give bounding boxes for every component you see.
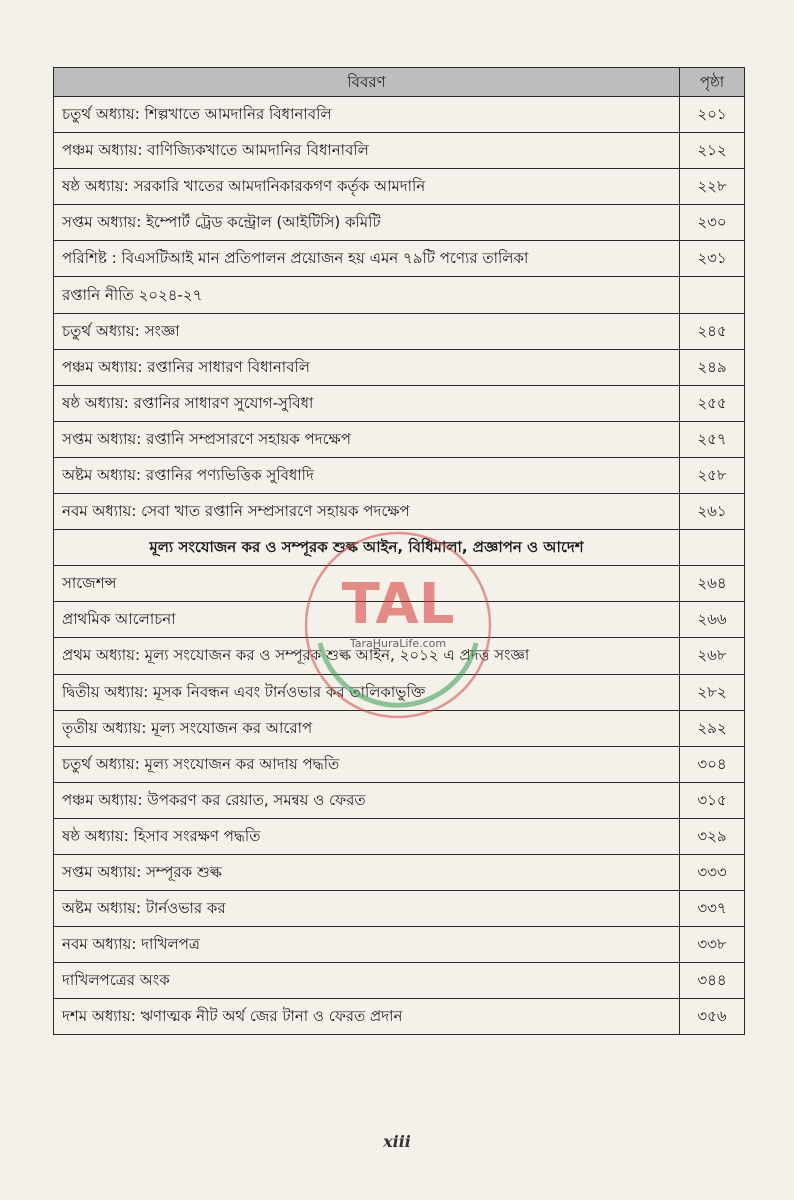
table-row bbox=[54, 313, 745, 349]
watermark-logo-text: TAL bbox=[341, 572, 455, 637]
entry-page: ২৫৫ bbox=[680, 385, 745, 421]
table-row bbox=[54, 457, 745, 493]
entry-title: ষষ্ঠ অধ্যায়: হিসাব সংরক্ষণ পদ্ধতি bbox=[54, 818, 680, 854]
entry-page: ২৪৫ bbox=[680, 313, 745, 349]
table-row bbox=[54, 963, 745, 999]
entry-page: ৩০৪ bbox=[680, 746, 745, 782]
table-row bbox=[54, 385, 745, 421]
table-row bbox=[54, 566, 745, 602]
entry-page: ২৬৬ bbox=[680, 602, 745, 638]
entry-title: প্রাথমিক আলোচনা bbox=[54, 602, 680, 638]
entry-page: ৩৩৭ bbox=[680, 891, 745, 927]
table-row bbox=[54, 421, 745, 457]
entry-page: ২৯২ bbox=[680, 710, 745, 746]
entry-title: সপ্তম অধ্যায়: সম্পূরক শুল্ক bbox=[54, 854, 680, 890]
table-row bbox=[54, 674, 745, 710]
table-row bbox=[54, 602, 745, 638]
entry-title: দশম অধ্যায়: ঋণাত্মক নীট অর্থ জের টানা ও ফেরত প্রদান bbox=[54, 999, 680, 1035]
table-row bbox=[54, 205, 745, 241]
entry-title: প্রথম অধ্যায়: মূল্য সংযোজন কর ও সম্পূরক শুল্ক আইন, ২০১২ এ প্রদত্ত সংজ্ঞা bbox=[54, 638, 680, 674]
entry-page bbox=[680, 277, 745, 313]
page-number: xiii bbox=[383, 1132, 411, 1151]
entry-title: চতুর্থ অধ্যায়: মূল্য সংযোজন কর আদায় পদ্ধতি bbox=[54, 746, 680, 782]
entry-title: নবম অধ্যায়: সেবা খাত রপ্তানি সম্প্রসারণে সহায়ক পদক্ষেপ bbox=[54, 494, 680, 530]
entry-page: ২২৮ bbox=[680, 169, 745, 205]
entry-page: ২৪৯ bbox=[680, 349, 745, 385]
entry-title: রপ্তানি নীতি ২০২৪-২৭ bbox=[54, 277, 680, 313]
entry-title: চতুর্থ অধ্যায়: সংজ্ঞা bbox=[54, 313, 680, 349]
table-row bbox=[54, 927, 745, 963]
entry-title: পঞ্চম অধ্যায়: উপকরণ কর রেয়াত, সমন্বয় ও ফেরত bbox=[54, 782, 680, 818]
description-column-header: বিবরণ bbox=[54, 68, 680, 97]
entry-title: তৃতীয় অধ্যায়: মূল্য সংযোজন কর আরোপ bbox=[54, 710, 680, 746]
entry-title: সপ্তম অধ্যায়: ইম্পোর্ট ট্রেড কন্ট্রোল (আইটিসি) কমিটি bbox=[54, 205, 680, 241]
entry-title: ষষ্ঠ অধ্যায়: রপ্তানির সাধারণ সুযোগ-সুবিধা bbox=[54, 385, 680, 421]
table-row bbox=[54, 818, 745, 854]
page-column-header: পৃষ্ঠা bbox=[680, 68, 745, 97]
table-row bbox=[54, 782, 745, 818]
table-row bbox=[54, 169, 745, 205]
entry-page: ২৩১ bbox=[680, 241, 745, 277]
table-row bbox=[54, 349, 745, 385]
entry-page: ২৩০ bbox=[680, 205, 745, 241]
entry-title: মূল্য সংযোজন কর ও সম্পূরক শুল্ক আইন, বিধিমালা, প্রজ্ঞাপন ও আদেশ bbox=[54, 530, 680, 566]
entry-page: ২৬৪ bbox=[680, 566, 745, 602]
entry-page: ২৬১ bbox=[680, 494, 745, 530]
entry-page: ৩৩৩ bbox=[680, 854, 745, 890]
entry-title: পঞ্চম অধ্যায়: বাণিজ্যিকখাতে আমদানির বিধানাবলি bbox=[54, 133, 680, 169]
entry-page: ৩৪৪ bbox=[680, 963, 745, 999]
table-row bbox=[54, 999, 745, 1035]
table-row bbox=[54, 854, 745, 890]
table-header-row bbox=[54, 68, 745, 97]
entry-page: ৩৩৮ bbox=[680, 927, 745, 963]
entry-page: ২৬৮ bbox=[680, 638, 745, 674]
entry-title: নবম অধ্যায়: দাখিলপত্র bbox=[54, 927, 680, 963]
table-row bbox=[54, 494, 745, 530]
table-row bbox=[54, 891, 745, 927]
table-row bbox=[54, 710, 745, 746]
entry-title: অষ্টম অধ্যায়: টার্নওভার কর bbox=[54, 891, 680, 927]
table-row bbox=[54, 133, 745, 169]
entry-title: দাখিলপত্রের অংক bbox=[54, 963, 680, 999]
entry-page: ২৫৮ bbox=[680, 457, 745, 493]
entry-page bbox=[680, 530, 745, 566]
entry-page: ৩৫৬ bbox=[680, 999, 745, 1035]
entry-title: দ্বিতীয় অধ্যায়: মূসক নিবন্ধন এবং টার্নওভার কর তালিকাভুক্তি bbox=[54, 674, 680, 710]
contents-table bbox=[53, 67, 745, 1035]
entry-page: ৩২৯ bbox=[680, 818, 745, 854]
entry-title: অষ্টম অধ্যায়: রপ্তানির পণ্যভিত্তিক সুবিধাদি bbox=[54, 457, 680, 493]
entry-title: পঞ্চম অধ্যায়: রপ্তানির সাধারণ বিধানাবলি bbox=[54, 349, 680, 385]
entry-title: চতুর্থ অধ্যায়: শিল্পখাতে আমদানির বিধানাবলি bbox=[54, 97, 680, 133]
entry-page: ২০১ bbox=[680, 97, 745, 133]
entry-page: ২৫৭ bbox=[680, 421, 745, 457]
table-row bbox=[54, 241, 745, 277]
entry-page: ৩১৫ bbox=[680, 782, 745, 818]
table-row bbox=[54, 746, 745, 782]
entry-page: ২৮২ bbox=[680, 674, 745, 710]
entry-page: ২১২ bbox=[680, 133, 745, 169]
entry-title: পরিশিষ্ট : বিএসটিআই মান প্রতিপালন প্রয়োজন হয় এমন ৭৯টি পণ্যের তালিকা bbox=[54, 241, 680, 277]
contents-table-body bbox=[54, 97, 745, 1035]
entry-title: সাজেশন্স bbox=[54, 566, 680, 602]
entry-title: সপ্তম অধ্যায়: রপ্তানি সম্প্রসারণে সহায়ক পদক্ষেপ bbox=[54, 421, 680, 457]
watermark-site: TaraHuraLife.com bbox=[349, 637, 447, 650]
table-row bbox=[54, 97, 745, 133]
table-row bbox=[54, 277, 745, 313]
entry-title: ষষ্ঠ অধ্যায়: সরকারি খাতের আমদানিকারকগণ কর্তৃক আমদানি bbox=[54, 169, 680, 205]
section-heading-row bbox=[54, 530, 745, 566]
